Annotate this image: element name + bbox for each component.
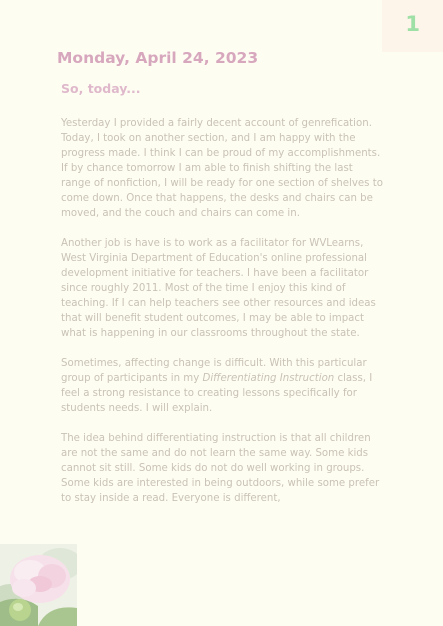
paragraph-wvlearns: Another job is have is to work as a facilitator for WVLearns, West Virginia Department of Education's online professional development initiative for teachers. I have been a facilitator since roughly 2011. Most of the time I enjoy this kind of teaching. If I can help teachers see other resources and ideas that will benefit student outcomes, I may be able to impact what is happening in our classrooms throughout the state. — [61, 238, 376, 339]
page-number: 1 — [405, 12, 420, 36]
paragraph-resistance — [61, 356, 383, 416]
paragraph-resistance-start: Sometimes, affecting change is difficult. With this particular group of participants in my — [61, 358, 367, 384]
peony-flower-photo — [0, 544, 77, 626]
paragraph-genrefication: Yesterday I provided a fairly decent account of genrefication. Today, I took on another section, and I am happy with the progress made. I think I can be proud of my accomplishments. If by chance tomorrow I am able to finish shifting the last range of nonfiction, I will be ready for one section of shelves to come down. Once that happens, the desks and chairs can be moved, and the couch and chairs can come in. — [61, 118, 383, 219]
entry-subtitle: So, today... — [61, 81, 141, 96]
entry-date: Monday, April 24, 2023 — [57, 49, 259, 67]
paragraph-resistance-end: class, I feel a strong resistance to creating lessons specifically for students needs. I will explain. — [61, 373, 373, 414]
course-title: Differentiating Instruction — [202, 373, 335, 384]
peony-flower-image — [0, 544, 77, 626]
paragraph-differentiating: The idea behind differentiating instruction is that all children are not the same and do not learn the same way. Some kids cannot sit still. Some kids do not do well working in groups. Some kids are interested in being outdoors, while some prefer to stay inside a read. Everyone is different, — [61, 433, 380, 504]
entry-body — [61, 116, 383, 521]
